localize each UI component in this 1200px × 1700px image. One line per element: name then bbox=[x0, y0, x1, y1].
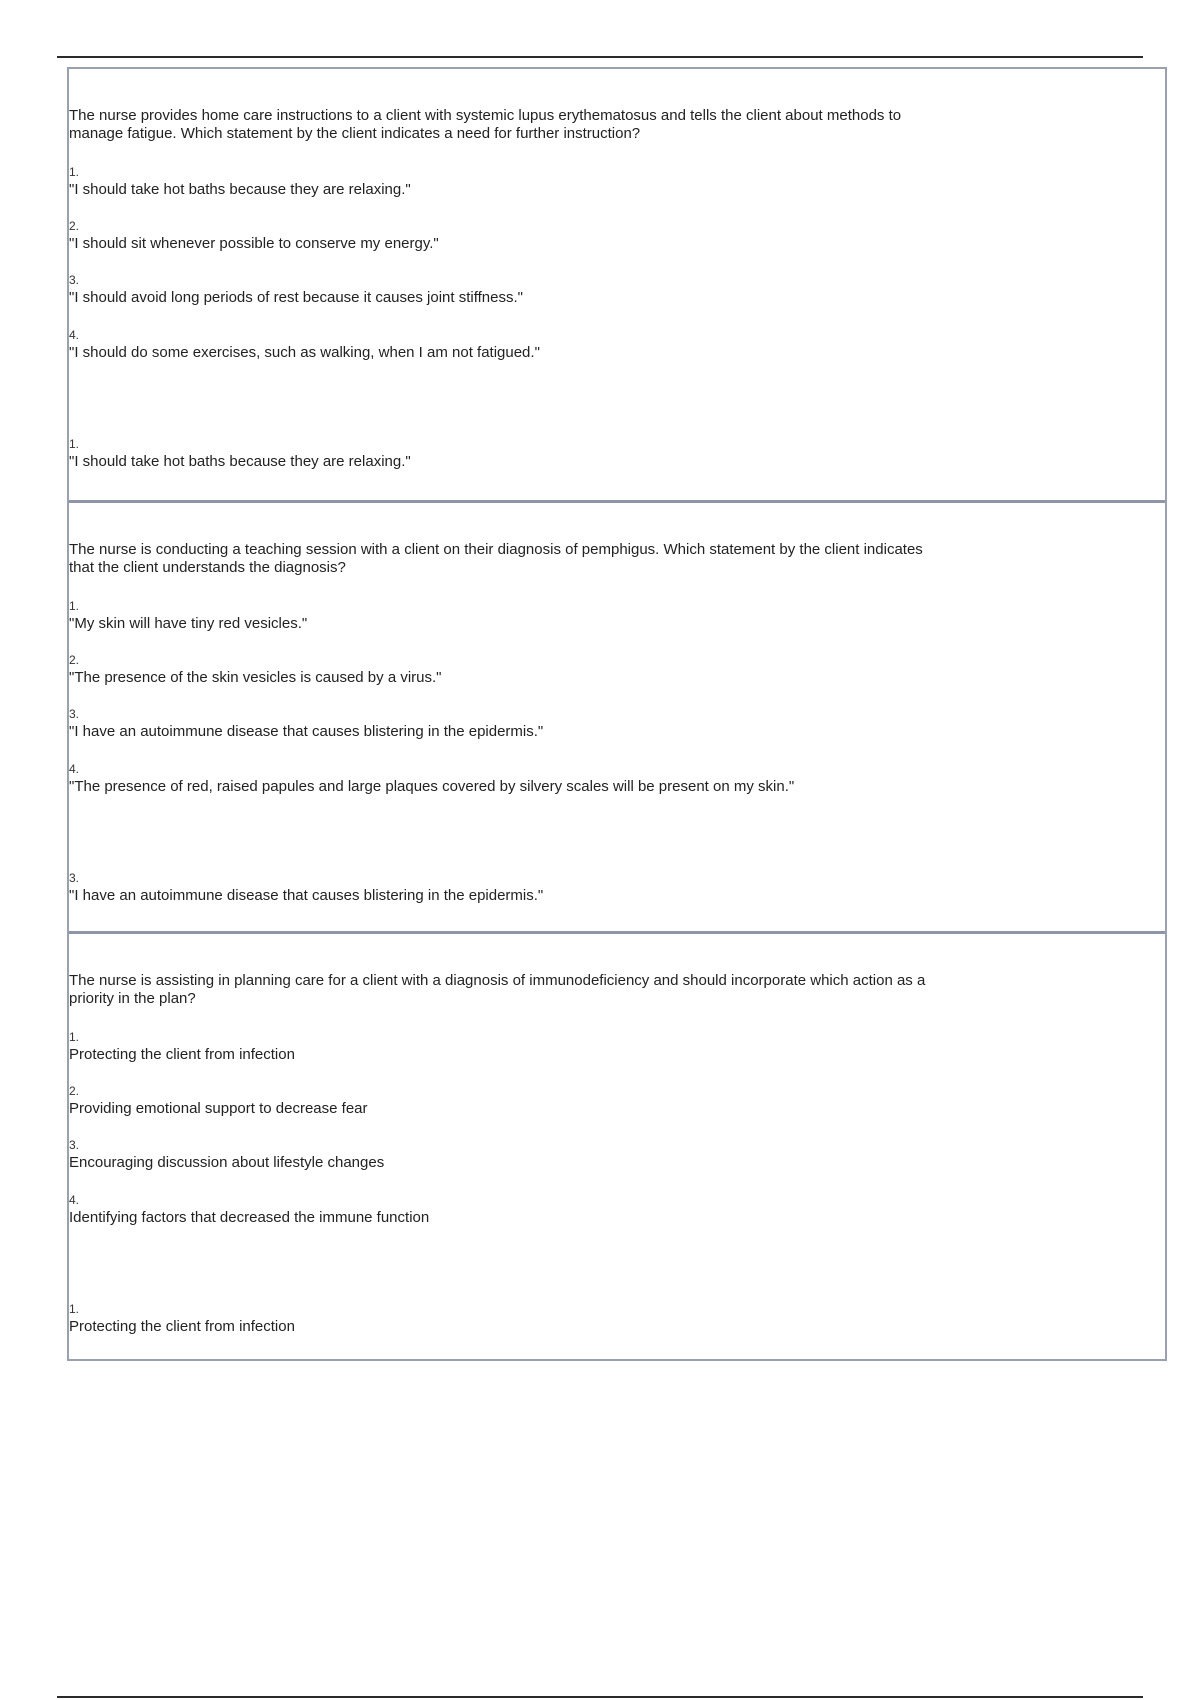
answer-option-4 bbox=[69, 762, 1069, 796]
option-text: "The presence of the skin vesicles is caused by a virus." bbox=[69, 669, 442, 686]
option-number: 4. bbox=[69, 1193, 80, 1207]
option-number: 4. bbox=[69, 328, 80, 342]
question-table bbox=[67, 67, 1167, 1361]
option-text: "I should take hot baths because they are relaxing." bbox=[69, 181, 411, 198]
answer-option-1 bbox=[69, 165, 1069, 199]
answer-option-3 bbox=[69, 273, 1069, 307]
option-text: "I should sit whenever possible to conserve my energy." bbox=[69, 235, 439, 252]
option-text: "My skin will have tiny red vesicles." bbox=[69, 615, 308, 632]
answer-option-1 bbox=[69, 1030, 1069, 1064]
option-number: 3. bbox=[69, 707, 80, 721]
answer-option-1 bbox=[69, 599, 1069, 633]
option-text: "I have an autoimmune disease that causes blistering in the epidermis." bbox=[69, 723, 544, 740]
option-number: 1. bbox=[69, 1030, 80, 1044]
answer-option-4 bbox=[69, 1193, 1069, 1227]
page-header-rule bbox=[57, 56, 1143, 58]
option-number: 3. bbox=[69, 273, 80, 287]
page-footer-rule bbox=[57, 1696, 1143, 1698]
option-number: 2. bbox=[69, 1084, 80, 1098]
question-block-3 bbox=[69, 931, 1165, 1359]
option-number: 3. bbox=[69, 1138, 80, 1152]
option-number: 2. bbox=[69, 653, 80, 667]
question-block-1 bbox=[69, 69, 1165, 500]
answer-text: "I should take hot baths because they are relaxing." bbox=[69, 453, 411, 470]
option-number: 4. bbox=[69, 762, 80, 776]
answer-number: 1. bbox=[69, 1302, 80, 1316]
answer-option-2 bbox=[69, 1084, 1069, 1118]
correct-answer bbox=[69, 1302, 1069, 1336]
question-stem: The nurse is assisting in planning care for a client with a diagnosis of immunodeficiency and should incorporate which action as a priority in the plan? bbox=[69, 972, 926, 1007]
option-number: 2. bbox=[69, 219, 80, 233]
question-stem: The nurse provides home care instructions to a client with systemic lupus erythematosus and tells the client about methods to manage fatigue. Which statement by the client indicates a need for further instruction? bbox=[69, 107, 902, 142]
answer-text: "I have an autoimmune disease that causes blistering in the epidermis." bbox=[69, 887, 544, 904]
answer-option-4 bbox=[69, 328, 1069, 362]
option-text: Identifying factors that decreased the immune function bbox=[69, 1209, 430, 1226]
option-number: 1. bbox=[69, 165, 80, 179]
option-text: "I should avoid long periods of rest because it causes joint stiffness." bbox=[69, 289, 523, 306]
answer-text: Protecting the client from infection bbox=[69, 1318, 295, 1335]
option-text: Encouraging discussion about lifestyle changes bbox=[69, 1154, 385, 1171]
correct-answer bbox=[69, 871, 1069, 905]
option-text: "The presence of red, raised papules and large plaques covered by silvery scales will be present on my skin." bbox=[69, 778, 795, 795]
answer-option-3 bbox=[69, 707, 1069, 741]
option-number: 1. bbox=[69, 599, 80, 613]
answer-option-3 bbox=[69, 1138, 1069, 1172]
answer-number: 3. bbox=[69, 871, 80, 885]
answer-option-2 bbox=[69, 653, 1069, 687]
question-stem: The nurse is conducting a teaching session with a client on their diagnosis of pemphigus. Which statement by the client indicates that the client understands the diagnosis? bbox=[69, 541, 923, 576]
question-block-2 bbox=[69, 500, 1165, 931]
option-text: Providing emotional support to decrease fear bbox=[69, 1100, 368, 1117]
option-text: "I should do some exercises, such as walking, when I am not fatigued." bbox=[69, 344, 540, 361]
answer-number: 1. bbox=[69, 437, 80, 451]
answer-option-2 bbox=[69, 219, 1069, 253]
option-text: Protecting the client from infection bbox=[69, 1046, 295, 1063]
correct-answer bbox=[69, 437, 1069, 471]
